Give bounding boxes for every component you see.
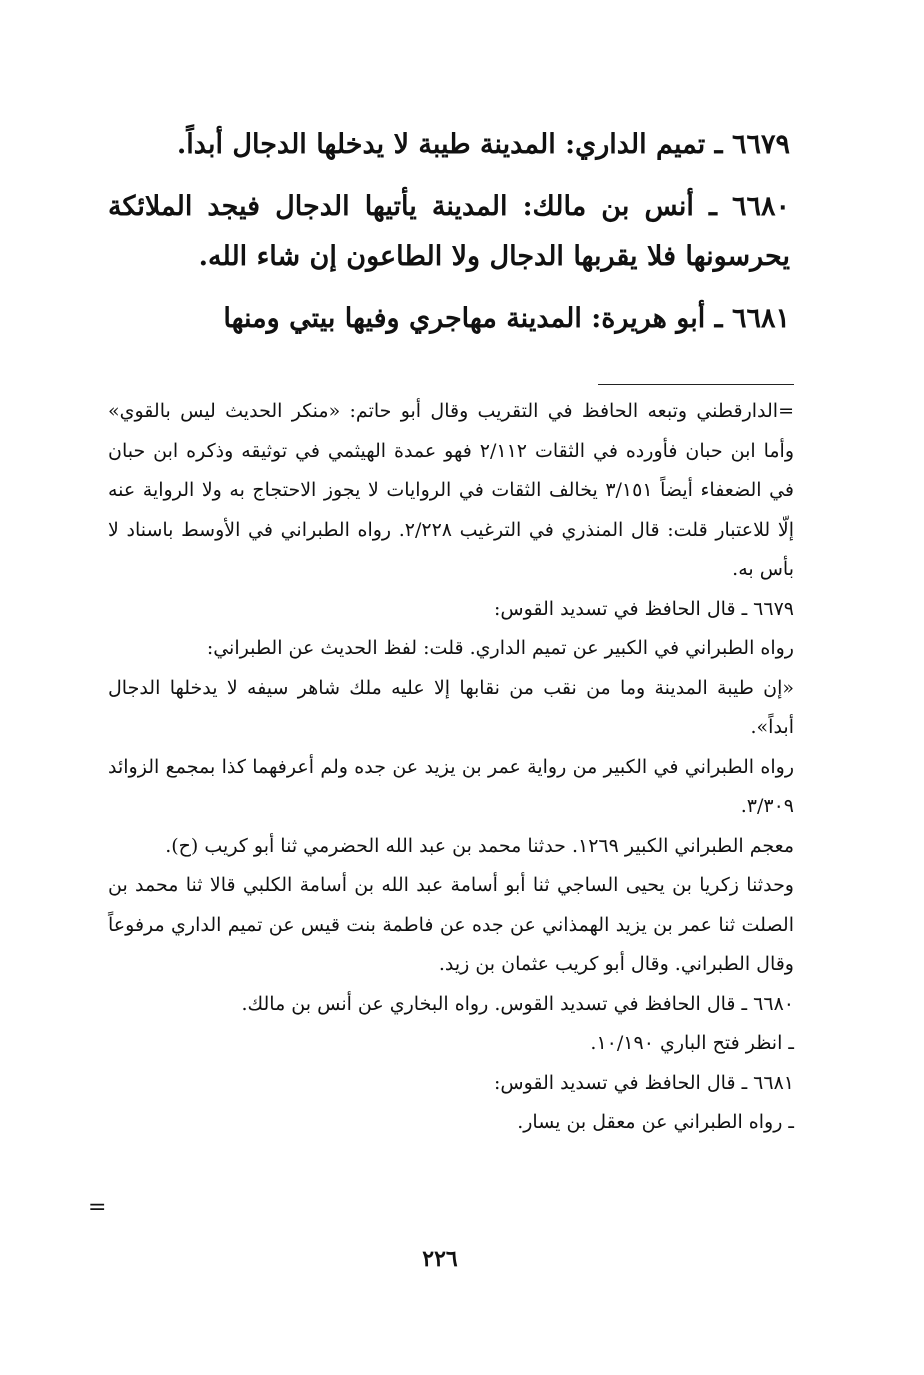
- footnote-separator: [598, 384, 794, 385]
- footnote-6680-fath: ـ انظر فتح الباري ١٠/١٩٠.: [590, 1032, 794, 1054]
- footnote-6681-source: ـ رواه الطبراني عن معقل بن يسار.: [517, 1111, 794, 1133]
- hadith-6680: ٦٦٨٠ ـ أنس بن مالك: المدينة يأتيها الدجال فيجد الملائكة يحرسونها فلا يقربها الدجال ولا الطاعون إن شاء الله.: [108, 191, 790, 272]
- footnote-6680-heading: ٦٦٨٠ ـ قال الحافظ في تسديد القوس. رواه البخاري عن أنس بن مالك.: [241, 992, 794, 1015]
- hadith-6681: ٦٦٨١ ـ أبو هريرة: المدينة مهاجري وفيها بيتي ومنها: [223, 303, 790, 334]
- footnote-6679-source: رواه الطبراني في الكبير عن تميم الداري. قلت: لفظ الحديث عن الطبراني:: [206, 637, 794, 659]
- footnote-6681-heading: ٦٦٨١ ـ قال الحافظ في تسديد القوس:: [493, 1071, 794, 1094]
- page-number: ٢٢٦: [422, 1246, 458, 1272]
- footnote-6679-heading: ٦٦٧٩ ـ قال الحافظ في تسديد القوس:: [493, 597, 794, 620]
- footnote-6679-zawaid: رواه الطبراني في الكبير من رواية عمر بن يزيد عن جده ولم أعرفهما كذا بمجمع الزوائد ٣/٣٠٩.: [108, 755, 794, 817]
- continuation-mark: =: [88, 1195, 107, 1220]
- footnotes: [108, 392, 794, 1143]
- main-text: [108, 120, 790, 344]
- footnote-continued: =الدارقطني وتبعه الحافظ في التقريب وقال أبو حاتم: «منكر الحديث ليس بالقوي» وأما ابن حبان فأورده في الثقات ٢/١١٢ فهو عمدة الهيثمي في توثيقه وذكره ابن حبان في الضعفاء أيضاً ٣/١٥١ يخالف الثقات في الروايات لا يجوز الاحتجاج به ولا الرواية عنه إلّا للاعتبار قلت: قال المنذري في الترغيب ٢/٢٢٨. رواه الطبراني في الأوسط باسناد لا بأس به.: [108, 400, 794, 580]
- footnote-6679-isnad: وحدثنا زكريا بن يحيى الساجي ثنا أبو أسامة عبد الله بن أسامة الكلبي قالا ثنا محمد بن الصلت ثنا عمر بن يزيد الهمذاني عن جده عن فاطمة بنت قيس عن تميم الداري مرفوعاً وقال الطبراني. وقال أبو كريب عثمان بن زيد.: [108, 874, 795, 975]
- footnote-6679-muajam: معجم الطبراني الكبير ١٢٦٩. حدثنا محمد بن عبد الله الحضرمي ثنا أبو كريب (ح).: [165, 834, 794, 857]
- footnote-6679-text: «إن طيبة المدينة وما من نقب من نقابها إلا عليه ملك شاهر سيفه لا يدخلها الدجال أبداً».: [108, 676, 794, 738]
- hadith-6679: ٦٦٧٩ ـ تميم الداري: المدينة طيبة لا يدخلها الدجال أبداً.: [176, 129, 790, 160]
